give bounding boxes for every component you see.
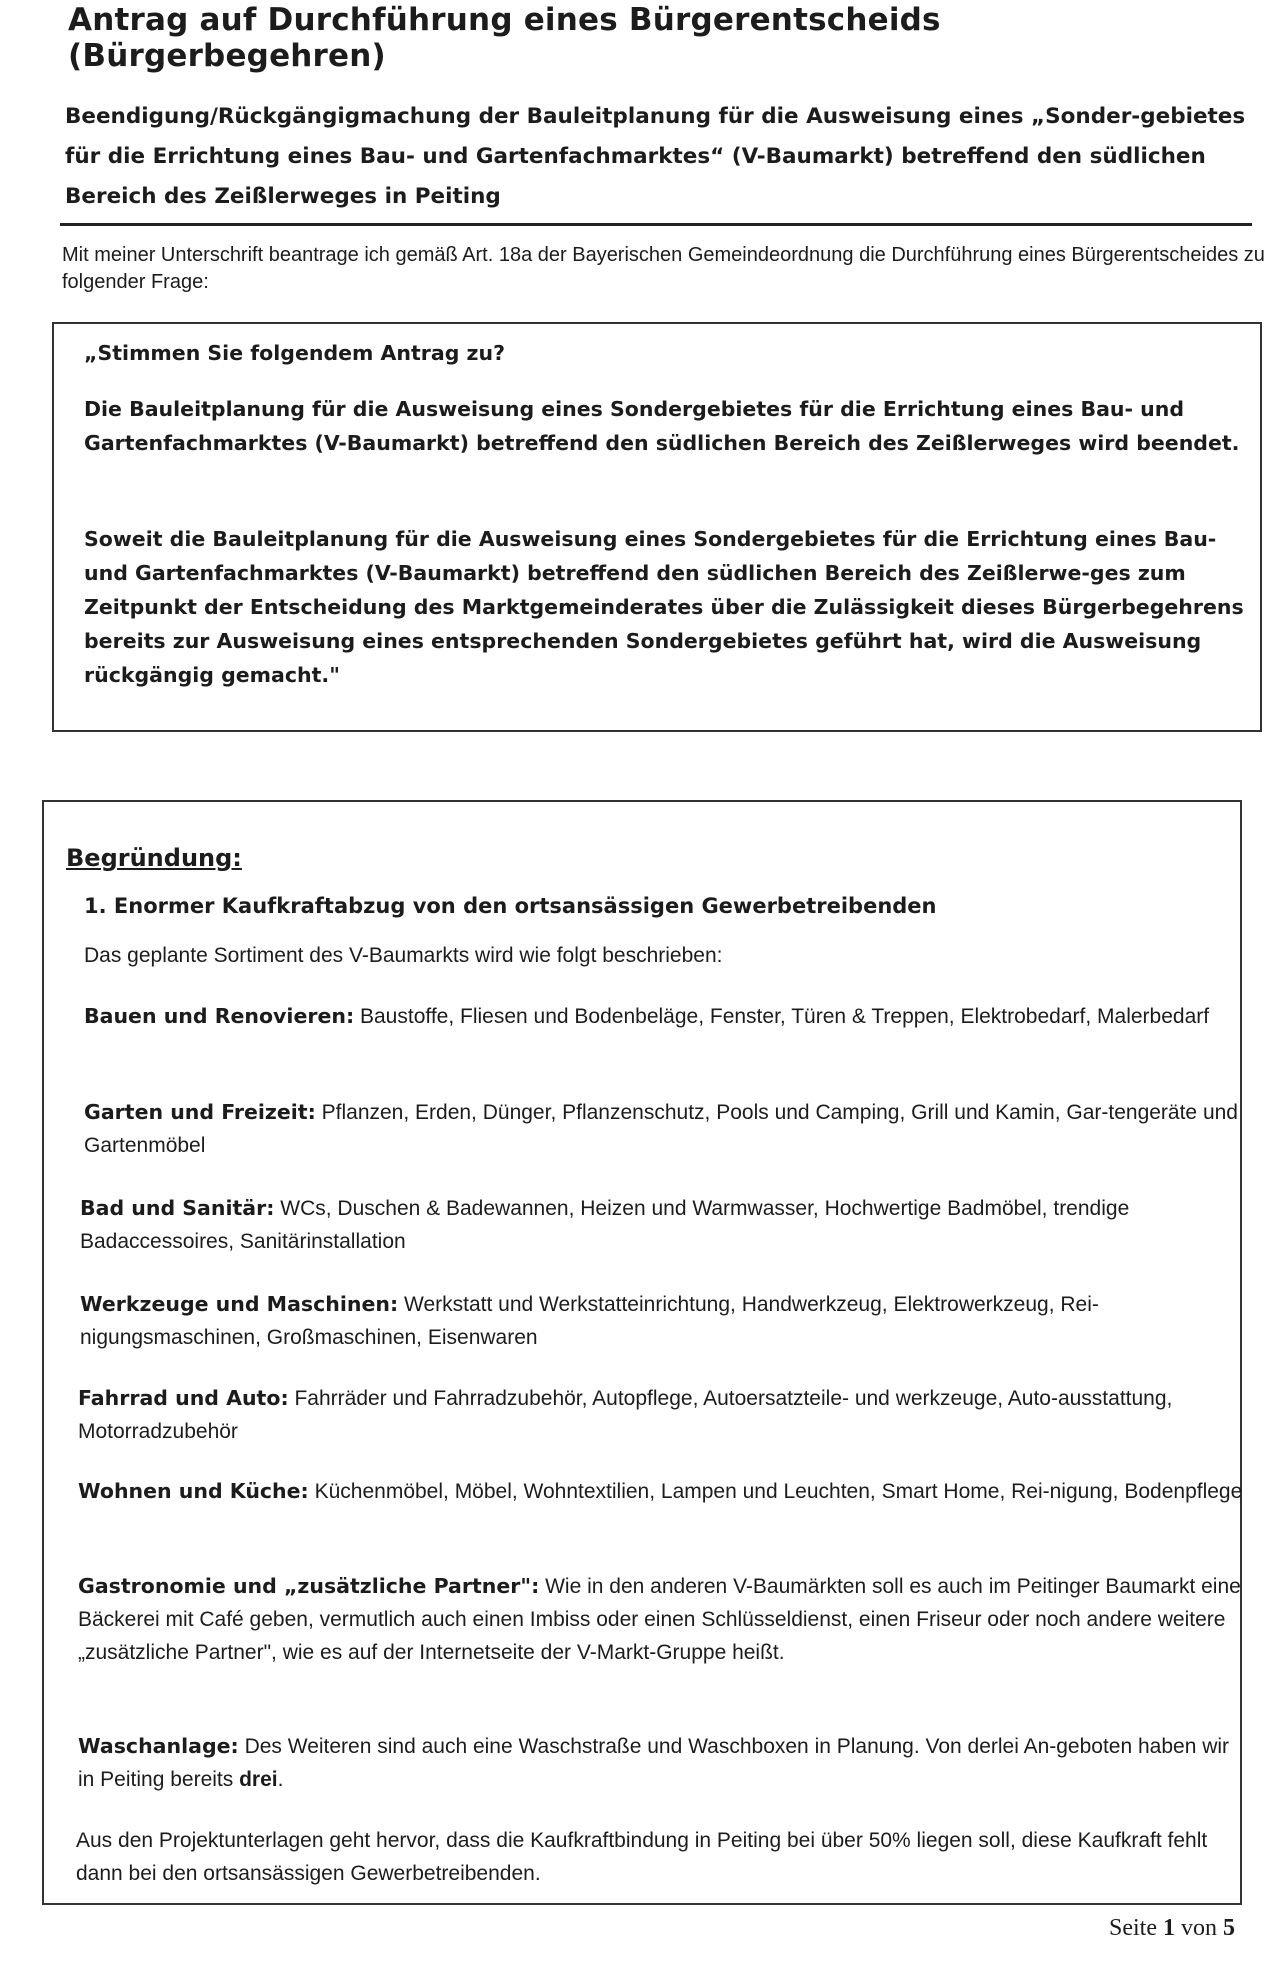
category-paragraph: [80, 1288, 1250, 1354]
category-text: Des Weiteren sind auch eine Waschstraße und Waschboxen in Planung. Von derlei An-geboten haben wir in Peiting bereits: [78, 1735, 1230, 1791]
category-paragraph: [78, 1475, 1248, 1508]
closing-paragraph: Aus den Projektunterlagen geht hervor, dass die Kaufkraftbindung in Peiting bei über 50% liegen soll, diese Kaufkraft fehlt dann bei den ortsansässigen Gewerbetreibenden.: [76, 1829, 1208, 1885]
page-number: [1109, 1915, 1235, 1942]
question-paragraph-1: Die Bauleitplanung für die Ausweisung eines Sondergebietes für die Errichtung eines Bau- und Gartenfachmarktes (V-Baumarkt) betreffend den südlichen Bereich des Zeißlerweges wird beendet.: [84, 397, 1240, 455]
category-paragraph: [84, 1096, 1254, 1162]
page-prefix: Seite: [1109, 1915, 1157, 1941]
category-paragraph: [78, 1382, 1248, 1448]
category-text: Werkstatt und Werkstatteinrichtung, Handwerkzeug, Elektrowerkzeug, Rei-nigungsmaschinen, Großmaschinen, Eisenwaren: [80, 1293, 1099, 1349]
category-term: Garten und Freizeit:: [84, 1100, 316, 1124]
total-pages: 5: [1223, 1915, 1235, 1941]
category-term: Bad und Sanitär:: [80, 1196, 275, 1220]
reasoning-heading: Begründung:: [66, 844, 242, 872]
question-paragraph-2: Soweit die Bauleitplanung für die Ausweisung eines Sondergebietes für die Errichtung eines Bau-und Gartenfachmarktes (V-Baumarkt) betreffend den südlichen Bereich des Zeißlerwe-ges zum Zeitpunkt der Entscheidung des Marktgemeinderates über die Zulässigkeit dieses Bürgerbegehrens bereits zur Ausweisung eines entsprechenden Sondergebietes geführt hat, wird die Ausweisung rückgängig gemacht.": [84, 527, 1244, 687]
category-text: Fahrräder und Fahrradzubehör, Autopflege, Autoersatzteile- und werkzeuge, Auto-ausstattung, Motorradzubehör: [78, 1387, 1173, 1443]
intro-text: Mit meiner Unterschrift beantrage ich gemäß Art. 18a der Bayerischen Gemeindeordnung die Durchführung eines Bürgerentscheides zu folgender Frage:: [62, 244, 1265, 293]
title-divider: [60, 223, 1252, 226]
category-term: Bauen und Renovieren:: [84, 1004, 355, 1028]
category-term: Wohnen und Küche:: [78, 1479, 309, 1503]
category-text: Küchenmöbel, Möbel, Wohntextilien, Lampen und Leuchten, Smart Home, Rei-nigung, Bodenpflege: [308, 1480, 1243, 1503]
document-subject: Beendigung/Rückgängigmachung der Bauleitplanung für die Ausweisung eines „Sonder-gebietes für die Errichtung eines Bau- und Gartenfachmarktes“ (V-Baumarkt) betreffend den südlichen Bereich des Zeißlerweges in Peiting: [65, 104, 1246, 209]
page-middle: von: [1181, 1915, 1217, 1941]
category-paragraph: [84, 1000, 1254, 1033]
category-text: Wie in den anderen V-Baumärkten soll es auch im Peitinger Baumarkt eine Bäckerei mit Café geben, vermutlich auch einen Imbiss oder einen Schlüsseldienst, einen Friseur oder noch andere weitere „zusätzliche Partner", wie es auf der Internetseite der V-Markt-Gruppe heißt.: [78, 1575, 1241, 1664]
section-1-title: 1. Enormer Kaufkraftabzug von den ortsansässigen Gewerbetreibenden: [84, 894, 937, 918]
category-term: Gastronomie und „zusätzliche Partner":: [78, 1574, 540, 1598]
sentence-end: .: [277, 1768, 284, 1791]
category-text: Baustoffe, Fliesen und Bodenbeläge, Fenster, Türen & Treppen, Elektrobedarf, Malerbedarf: [354, 1005, 1210, 1028]
current-page: 1: [1163, 1915, 1175, 1941]
category-term: Waschanlage:: [78, 1734, 239, 1758]
waschanlage-paragraph: [78, 1730, 1248, 1796]
document-title: Antrag auf Durchführung eines Bürgerentscheids (Bürgerbegehren): [68, 2, 941, 74]
reasoning-box: [42, 800, 1242, 1905]
category-term: Werkzeuge und Maschinen:: [80, 1292, 399, 1316]
category-paragraph: [78, 1570, 1248, 1669]
category-term: Fahrrad und Auto:: [78, 1386, 289, 1410]
category-paragraph: [80, 1192, 1250, 1258]
question-box: [52, 322, 1262, 732]
emphasis-count: drei: [239, 1768, 278, 1791]
category-text: WCs, Duschen & Badewannen, Heizen und Warmwasser, Hochwertige Badmöbel, trendige Badaccessoires, Sanitärinstallation: [80, 1197, 1130, 1253]
assortment-lead: Das geplante Sortiment des V-Baumarkts wird wie folgt beschrieben:: [84, 944, 723, 967]
category-text: Pflanzen, Erden, Dünger, Pflanzenschutz, Pools und Camping, Grill und Kamin, Gar-tengeräte und Gartenmöbel: [84, 1101, 1238, 1157]
referendum-question: „Stimmen Sie folgendem Antrag zu?: [84, 341, 505, 365]
